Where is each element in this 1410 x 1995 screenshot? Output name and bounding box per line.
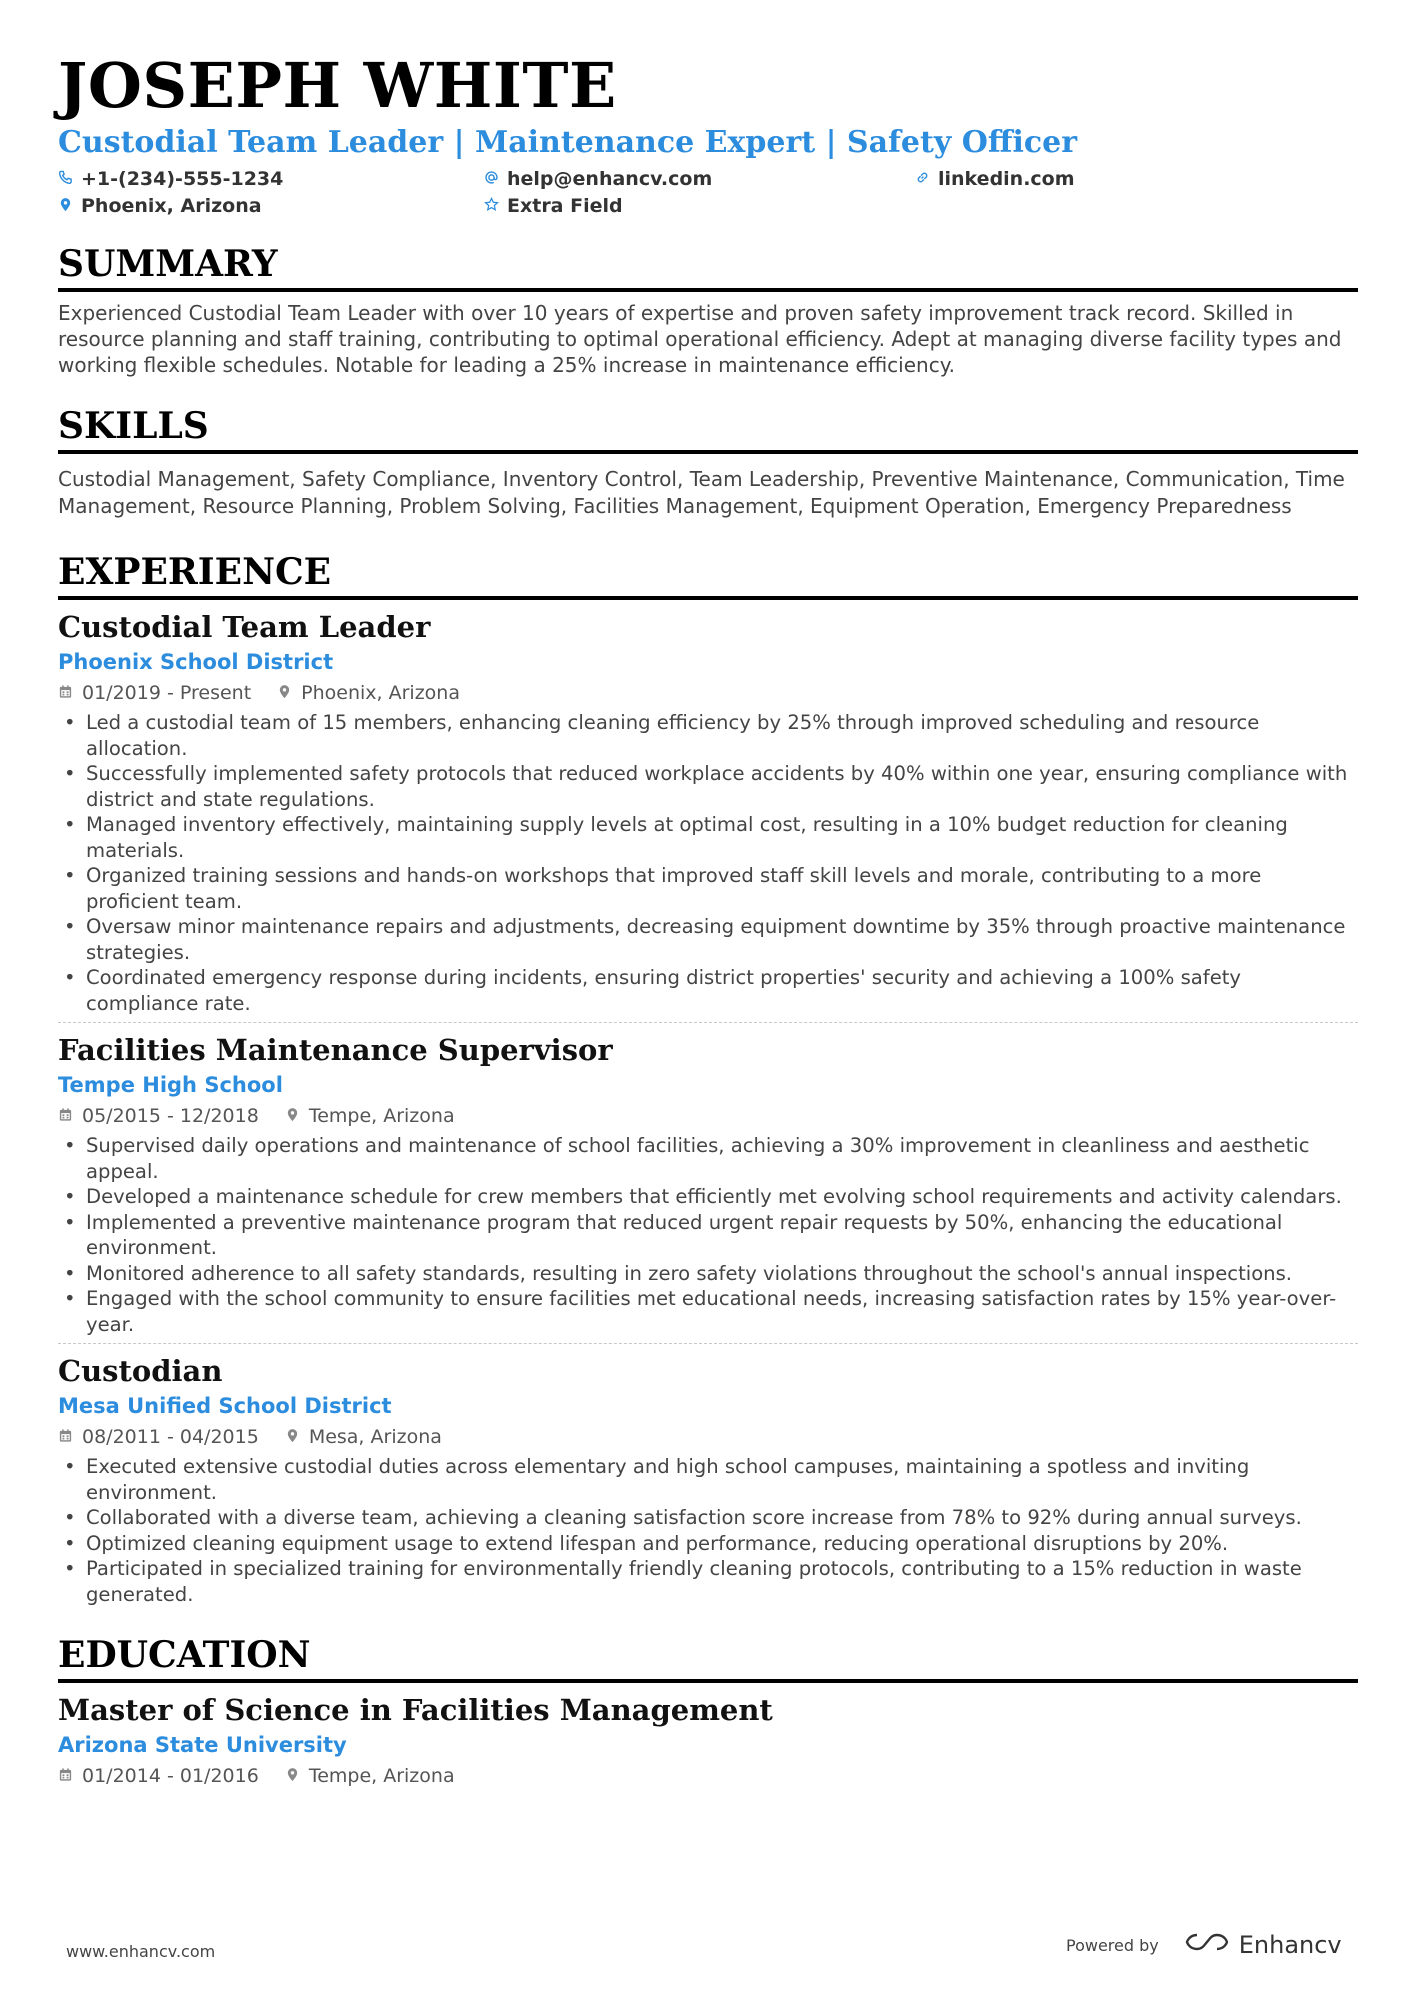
map-pin-icon: [285, 1422, 300, 1452]
education-item: [58, 1683, 1358, 1791]
map-pin-icon: [285, 1761, 300, 1791]
skills-text: Custodial Management, Safety Compliance, Inventory Control, Team Leadership, Preventive Maintenance, Communication, Time Management, Resource Planning, Problem Solving, Facilities Management, Equipment Operation, Emergency Preparedness: [58, 467, 1345, 518]
map-pin-icon: [285, 1101, 300, 1131]
contact-phone[interactable]: [58, 166, 283, 192]
experience-section: [58, 550, 1358, 1607]
company-name[interactable]: Mesa Unified School District: [58, 1394, 392, 1418]
map-pin-icon: [277, 678, 292, 708]
contact-location: [58, 193, 262, 219]
summary-section: [58, 242, 1358, 378]
bullet-item: • Organized training sessions and hands-on workshops that improved staff skill levels and morale, contributing to a more proficient team.: [58, 863, 1358, 914]
bullet-item: • Led a custodial team of 15 members, enhancing cleaning efficiency by 25% through improved scheduling and resource allocation.: [58, 710, 1358, 761]
experience-item: [58, 600, 1358, 1016]
summary-heading: SUMMARY: [58, 242, 1358, 292]
job-title: Custodial Team Leader: [58, 610, 431, 644]
bullet-item: • Oversaw minor maintenance repairs and adjustments, decreasing equipment downtime by 35% through proactive maintenance strategies.: [58, 914, 1358, 965]
contact-info: [58, 164, 1358, 222]
at-icon: [484, 168, 499, 190]
job-dates: 05/2015 - 12/2018: [82, 1105, 259, 1127]
bullet-item: • Collaborated with a diverse team, achieving a cleaning satisfaction score increase from 78% to 92% during annual surveys.: [58, 1505, 1358, 1531]
company-name[interactable]: Phoenix School District: [58, 650, 334, 674]
experience-item: [58, 1022, 1358, 1337]
bullet-item: • Developed a maintenance schedule for crew members that efficiently met evolving school requirements and activity calendars.: [58, 1184, 1358, 1210]
job-title: Custodian: [58, 1354, 223, 1388]
extra-field-text: Extra Field: [507, 195, 623, 217]
bullet-item: • Successfully implemented safety protocols that reduced workplace accidents by 40% within one year, ensuring compliance with district and state regulations.: [58, 761, 1358, 812]
bullet-item: • Executed extensive custodial duties across elementary and high school campuses, maintaining a spotless and inviting environment.: [58, 1454, 1358, 1505]
contact-email[interactable]: [484, 166, 712, 192]
job-meta: [58, 678, 1358, 708]
contact-linkedin[interactable]: [915, 166, 1075, 192]
job-location: Mesa, Arizona: [308, 1426, 442, 1448]
education-dates: 01/2014 - 01/2016: [82, 1765, 259, 1787]
bullet-item: • Monitored adherence to all safety standards, resulting in zero safety violations throughout the school's annual inspections.: [58, 1261, 1358, 1287]
footer-branding: [1066, 1930, 1342, 1960]
calendar-icon: [58, 1761, 73, 1791]
calendar-icon: [58, 678, 73, 708]
company-name[interactable]: Tempe High School: [58, 1073, 283, 1097]
candidate-name: JOSEPH WHITE: [58, 49, 617, 122]
bullet-item: • Implemented a preventive maintenance program that reduced urgent repair requests by 50%, enhancing the educational environment.: [58, 1210, 1358, 1261]
powered-by-label: Powered by: [1066, 1935, 1159, 1955]
calendar-icon: [58, 1422, 73, 1452]
footer-website[interactable]: www.enhancv.com: [66, 1942, 216, 1961]
school-name[interactable]: Arizona State University: [58, 1733, 347, 1757]
email-text: help@enhancv.com: [507, 168, 713, 190]
job-bullets: [58, 1454, 1358, 1607]
location-text: Phoenix, Arizona: [81, 195, 262, 217]
headline: Custodial Team Leader | Maintenance Expert | Safety Officer: [58, 125, 1078, 160]
education-location: Tempe, Arizona: [308, 1765, 455, 1787]
star-icon: [484, 195, 499, 217]
resume-page: [58, 48, 1358, 1791]
calendar-icon: [58, 1101, 73, 1131]
education-meta: [58, 1761, 1358, 1791]
job-location: Tempe, Arizona: [308, 1105, 455, 1127]
phone-text: +1-(234)-555-1234: [81, 168, 284, 190]
job-location: Phoenix, Arizona: [301, 682, 460, 704]
enhancv-brand-name: Enhancv: [1238, 1931, 1342, 1959]
job-bullets: [58, 1133, 1358, 1337]
bullet-item: • Supervised daily operations and maintenance of school facilities, achieving a 30% improvement in cleanliness and aesthetic appeal.: [58, 1133, 1358, 1184]
enhancv-logo-icon: [1183, 1930, 1231, 1960]
job-dates: 01/2019 - Present: [82, 682, 252, 704]
skills-heading: SKILLS: [58, 404, 1358, 454]
job-bullets: [58, 710, 1358, 1016]
linkedin-text: linkedin.com: [938, 168, 1075, 190]
job-meta: [58, 1422, 1358, 1452]
experience-item: [58, 1343, 1358, 1607]
degree-title: Master of Science in Facilities Management: [58, 1693, 773, 1727]
education-section: [58, 1633, 1358, 1791]
education-heading: EDUCATION: [58, 1633, 1358, 1683]
link-icon: [915, 168, 930, 190]
job-meta: [58, 1101, 1358, 1131]
bullet-item: • Participated in specialized training for environmentally friendly cleaning protocols, contributing to a 15% reduction in waste generated.: [58, 1556, 1358, 1607]
bullet-item: • Managed inventory effectively, maintaining supply levels at optimal cost, resulting in a 10% budget reduction for cleaning materials.: [58, 812, 1358, 863]
job-title: Facilities Maintenance Supervisor: [58, 1033, 613, 1067]
experience-heading: EXPERIENCE: [58, 550, 1358, 600]
map-pin-icon: [58, 195, 73, 217]
phone-icon: [58, 168, 73, 190]
summary-text: Experienced Custodial Team Leader with over 10 years of expertise and proven safety improvement track record. Skilled in resource planning and staff training, contributing to optimal operational efficiency. Adept at managing diverse facility types and working flexible schedules. Notable for leading a 25% increase in maintenance efficiency.: [58, 301, 1342, 377]
bullet-item: • Optimized cleaning equipment usage to extend lifespan and performance, reducing operational disruptions by 20%.: [58, 1531, 1358, 1557]
bullet-item: • Engaged with the school community to ensure facilities met educational needs, increasing satisfaction rates by 15% year-over-year.: [58, 1286, 1358, 1337]
skills-section: [58, 404, 1358, 520]
contact-extra: [484, 193, 623, 219]
enhancv-logo[interactable]: [1183, 1930, 1342, 1960]
job-dates: 08/2011 - 04/2015: [82, 1426, 259, 1448]
bullet-item: • Coordinated emergency response during incidents, ensuring district properties' security and achieving a 100% safety compliance rate.: [58, 965, 1358, 1016]
